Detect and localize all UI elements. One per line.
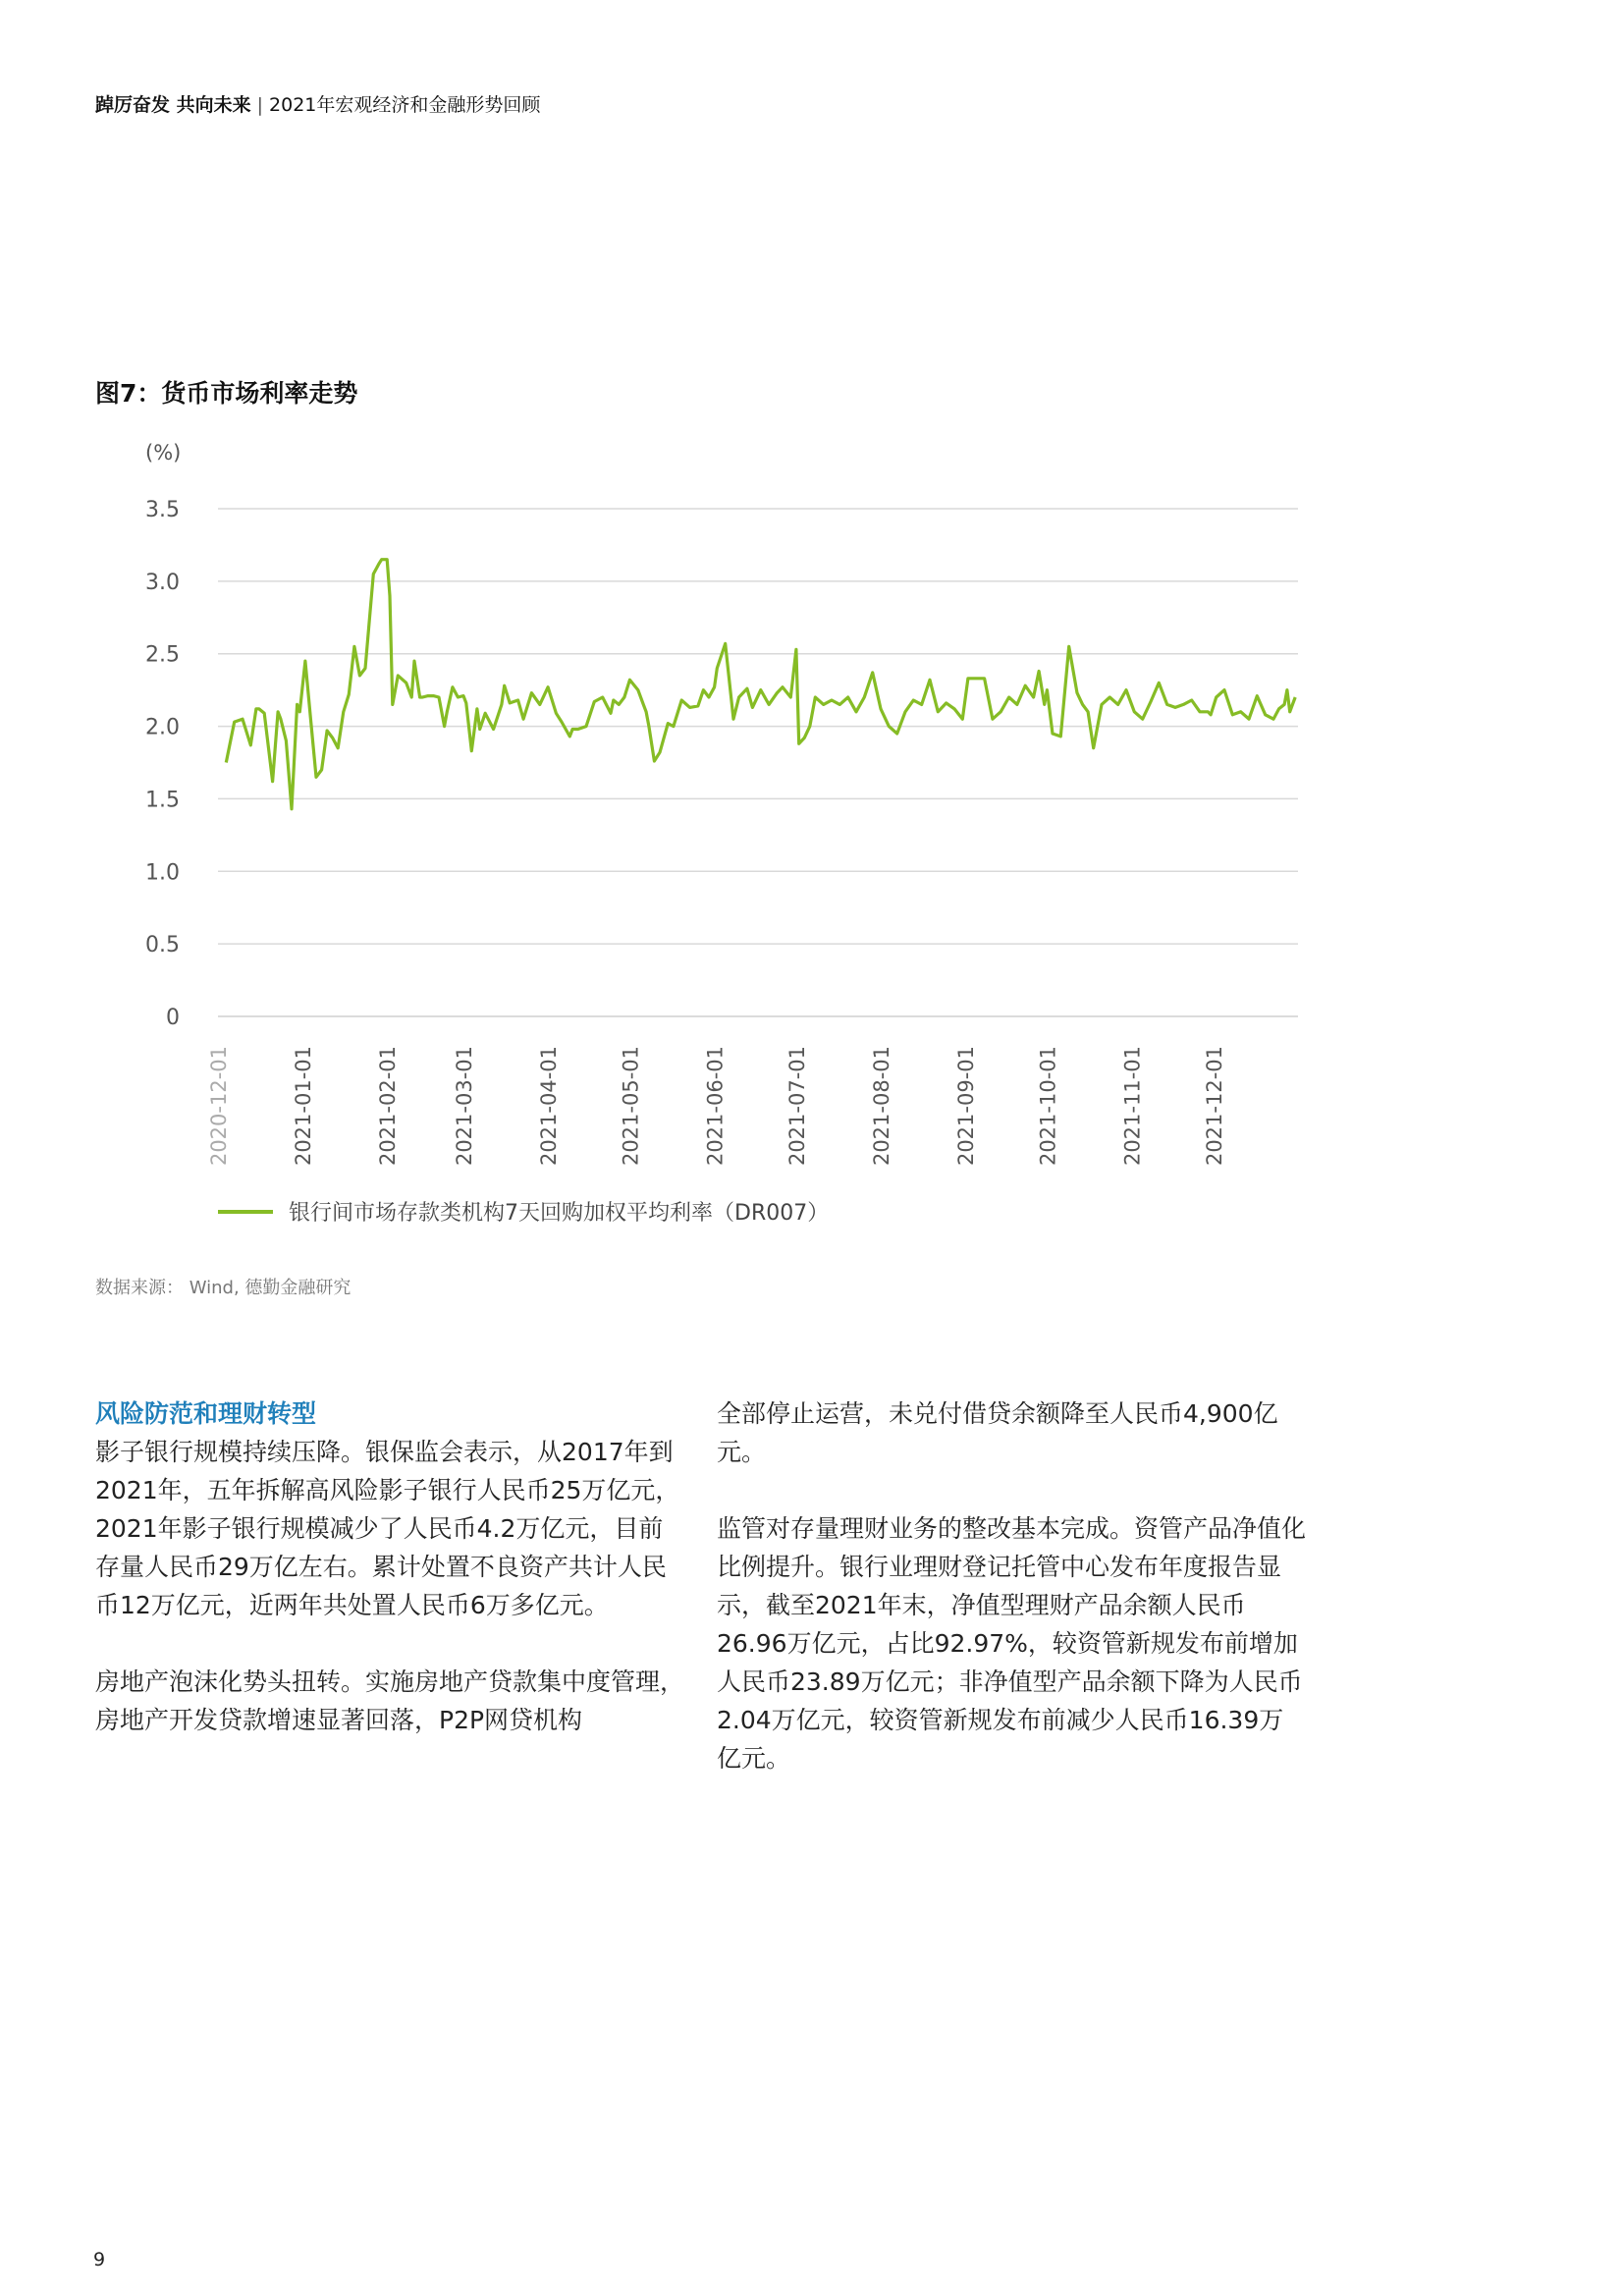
x-tick-label: 2021-09-01 (954, 1046, 979, 1167)
x-tick-label: 2021-04-01 (537, 1046, 562, 1167)
y-tick-label: 0.5 (145, 933, 180, 958)
section-title: 风险防范和理财转型 (95, 1399, 317, 1428)
y-tick-label: 2.0 (145, 715, 180, 740)
x-tick-label: 2021-12-01 (1202, 1046, 1226, 1167)
x-tick-label: 2021-11-01 (1120, 1046, 1145, 1167)
x-tick-label: 2021-07-01 (784, 1046, 809, 1167)
y-tick-label: 3.0 (145, 570, 180, 595)
series-line-dr007 (226, 560, 1295, 809)
y-tick-label: 3.5 (145, 498, 180, 522)
x-tick-label: 2021-06-01 (703, 1046, 728, 1167)
x-tick-label: 2021-02-01 (376, 1046, 401, 1167)
y-tick-label: 1.5 (145, 788, 180, 813)
paragraph-shadow-banking: 影子银行规模持续压降。银保监会表示，从2017年到2021年，五年拆解高风险影子银行人民币25万亿元，2021年影子银行规模减少了人民币4.2万亿元，目前存量人民币29万亿左右。累计处置不良资产共计人民币12万亿元，近两年共处置人民币6万多亿元。 (95, 1438, 680, 1619)
paragraph-p2p: 全部停止运营，未兑付借贷余额降至人民币4,900亿元。 (717, 1399, 1278, 1466)
y-axis-unit: (%) (145, 441, 182, 465)
header-subtitle: 2021年宏观经济和金融形势回顾 (269, 94, 541, 116)
x-tick-label: 2021-10-01 (1036, 1046, 1060, 1167)
paragraph-real-estate: 房地产泡沫化势头扭转。实施房地产贷款集中度管理，房地产开发贷款增速显著回落，P2P网贷机构 (95, 1667, 685, 1734)
x-tick-label: 2021-08-01 (870, 1046, 893, 1167)
header-separator: | (256, 94, 264, 116)
page-number: 9 (93, 2249, 106, 2270)
legend-label: 银行间市场存款类机构7天回购加权平均利率（DR007） (289, 1201, 830, 1226)
left-text-column (95, 1394, 684, 1777)
x-tick-label: 2021-01-01 (292, 1046, 316, 1167)
y-tick-label: 1.0 (145, 860, 180, 886)
paragraph-wealth-management: 监管对存量理财业务的整改基本完成。资管产品净值化比例提升。银行业理财登记托管中心发布年度报告显示，截至2021年末，净值型理财产品余额人民币26.96万亿元，占比92.97%，较资管新规发布前增加人民币23.89万亿元；非净值型产品余额下降为人民币2.04万亿元，较资管新规发布前减少人民币16.39万亿元。 (717, 1514, 1307, 1773)
header-title: 踔厉奋发 共向未来 (95, 94, 251, 116)
x-tick-label: 2021-03-01 (453, 1046, 476, 1167)
right-text-column (717, 1394, 1306, 1816)
x-tick-label: 2021-05-01 (619, 1046, 643, 1167)
y-tick-label: 2.5 (145, 642, 180, 668)
figure-title: 图7：货币市场利率走势 (95, 379, 358, 408)
x-tick-label: 2020-12-01 (207, 1046, 231, 1167)
y-tick-label: 0 (166, 1006, 180, 1030)
figure-source: 数据来源： Wind, 德勤金融研究 (95, 1278, 352, 1298)
